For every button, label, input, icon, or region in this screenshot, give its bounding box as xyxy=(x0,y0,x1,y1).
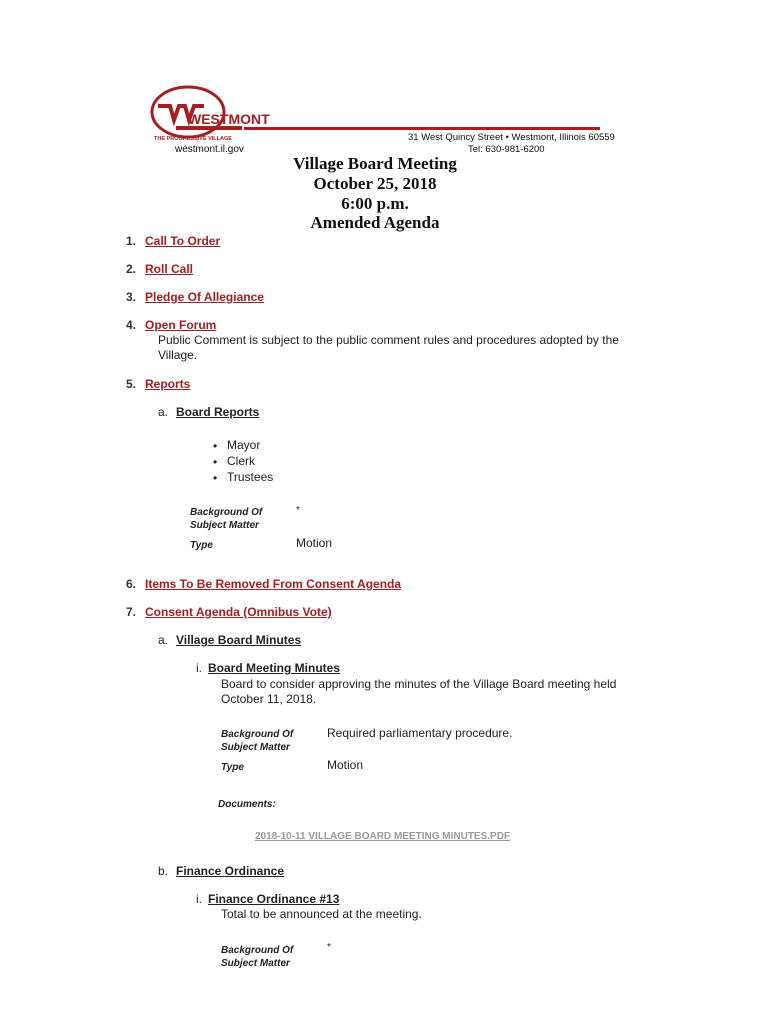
item-number: 7. xyxy=(126,605,137,619)
bullet-dot: • xyxy=(213,471,218,485)
title-line-2: October 25, 2018 xyxy=(313,174,437,193)
item-number: 5. xyxy=(126,377,137,391)
document-link-minutes-pdf[interactable]: 2018-10-11 VILLAGE BOARD MEETING MINUTES.PDF xyxy=(255,831,511,842)
agenda-item-call-to-order[interactable]: Call To Order xyxy=(145,234,221,248)
bullet-mayor: Mayor xyxy=(227,438,261,452)
agenda-item-removed-from-consent[interactable]: Items To Be Removed From Consent Agenda xyxy=(145,577,402,591)
background-value: * xyxy=(296,505,300,516)
item-number: 4. xyxy=(126,318,137,332)
sub-roman: i. xyxy=(196,892,202,906)
bullet-clerk: Clerk xyxy=(227,454,256,468)
agenda-item-consent-agenda[interactable]: Consent Agenda (Omnibus Vote) xyxy=(145,605,332,619)
sub-roman: i. xyxy=(196,661,202,675)
type-label: Type xyxy=(190,540,213,551)
open-forum-desc-line-1: Public Comment is subject to the public comment rules and procedures adopted by the xyxy=(158,333,619,347)
type-value: Motion xyxy=(296,536,333,550)
logo-text: WESTMONT xyxy=(188,111,270,127)
bullet-dot: • xyxy=(213,439,218,453)
minutes-desc-line-2: October 11, 2018. xyxy=(221,692,317,706)
title-line-3: 6:00 p.m. xyxy=(341,194,409,213)
title-line-1: Village Board Meeting xyxy=(293,154,457,173)
item-number: 2. xyxy=(126,262,137,276)
item-number: 6. xyxy=(126,577,137,591)
finance-ordinance-link[interactable]: Finance Ordinance xyxy=(176,864,285,878)
sub-letter: a. xyxy=(158,405,169,419)
title-line-4: Amended Agenda xyxy=(310,213,440,232)
bullet-dot: • xyxy=(213,455,218,469)
item-number: 1. xyxy=(126,234,137,248)
header-rule xyxy=(244,127,600,130)
agenda-item-open-forum[interactable]: Open Forum xyxy=(145,318,217,332)
background-label-2: Subject Matter xyxy=(221,742,290,753)
board-reports-link[interactable]: Board Reports xyxy=(176,405,260,419)
background-value: Required parliamentary procedure. xyxy=(327,726,513,740)
board-meeting-minutes-link[interactable]: Board Meeting Minutes xyxy=(208,661,341,675)
address: 31 West Quincy Street • Westmont, Illinois 60559 xyxy=(408,132,615,143)
sub-letter: a. xyxy=(158,633,169,647)
westmont-logo xyxy=(148,86,270,146)
logo-graphic xyxy=(148,86,270,146)
minutes-desc-line-1: Board to consider approving the minutes of the Village Board meeting held xyxy=(221,677,617,691)
agenda-item-reports[interactable]: Reports xyxy=(145,377,191,391)
documents-label: Documents: xyxy=(218,799,276,810)
finance-ordinance-13-link[interactable]: Finance Ordinance #13 xyxy=(208,892,340,906)
type-label: Type xyxy=(221,762,244,773)
background-label: Background Of xyxy=(221,729,294,740)
background-label-2: Subject Matter xyxy=(190,520,259,531)
logo-tagline: THE PROGRESSIVE VILLAGE xyxy=(154,136,232,142)
item-number: 3. xyxy=(126,290,137,304)
village-board-minutes-link[interactable]: Village Board Minutes xyxy=(176,633,302,647)
open-forum-desc-line-2: Village. xyxy=(158,348,198,362)
background-label: Background Of xyxy=(190,507,263,518)
agenda-item-pledge[interactable]: Pledge Of Allegiance xyxy=(145,290,264,304)
telephone: Tel: 630-981-6200 xyxy=(468,144,545,155)
background-label: Background Of xyxy=(221,945,294,956)
finance-desc: Total to be announced at the meeting. xyxy=(221,907,422,921)
agenda-item-roll-call[interactable]: Roll Call xyxy=(145,262,194,276)
bullet-trustees: Trustees xyxy=(227,470,274,484)
website-link[interactable]: westmont.il.gov xyxy=(175,144,244,155)
sub-letter: b. xyxy=(158,864,169,878)
background-label-2: Subject Matter xyxy=(221,958,290,969)
background-value: * xyxy=(327,942,331,953)
type-value: Motion xyxy=(327,758,364,772)
